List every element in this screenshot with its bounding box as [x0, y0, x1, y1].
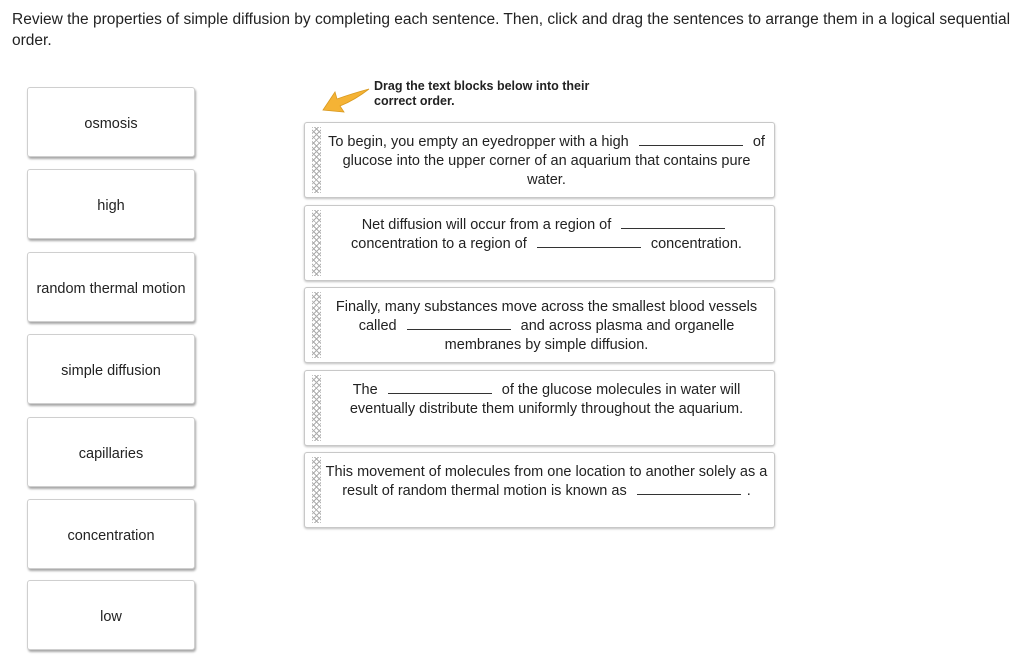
word-tile-concentration[interactable]: concentration: [27, 499, 195, 569]
word-tile-low[interactable]: low: [27, 580, 195, 650]
sentence-block-1[interactable]: [304, 122, 775, 198]
arrow-icon: [322, 86, 370, 116]
blank-drop-zone[interactable]: [388, 381, 492, 394]
blank-drop-zone[interactable]: [639, 133, 743, 146]
word-tile-high[interactable]: high: [27, 169, 195, 239]
word-tile-simple-diffusion[interactable]: simple diffusion: [27, 334, 195, 404]
word-tile-osmosis[interactable]: osmosis: [27, 87, 195, 157]
sentence-text: The of the glucose molecules in water will eventually distribute them uniformly throughout the aquarium.: [349, 382, 744, 417]
instructions-text: Review the properties of simple diffusion by completing each sentence. Then, click and drag the sentences to arrange them in a logical sequential order.: [12, 11, 1011, 49]
blank-drop-zone[interactable]: [537, 235, 641, 248]
blank-drop-zone[interactable]: [637, 482, 741, 495]
drag-handle-icon[interactable]: [312, 292, 321, 358]
sentence-block-3[interactable]: [304, 287, 775, 363]
sentence-block-5[interactable]: [304, 452, 775, 528]
drag-handle-icon[interactable]: [312, 457, 321, 523]
sentence-block-2[interactable]: [304, 205, 775, 281]
sentence-text: Finally, many substances move across the smallest blood vessels called and across plasma and organelle membranes by simple diffusion.: [335, 299, 758, 353]
hint-text: Drag the text blocks below into their correct order.: [374, 79, 590, 108]
drag-handle-icon[interactable]: [312, 127, 321, 193]
word-tile-random-thermal-motion[interactable]: random thermal motion: [27, 252, 195, 322]
sentence-block-4[interactable]: [304, 370, 775, 446]
drag-handle-icon[interactable]: [312, 375, 321, 441]
word-tile-capillaries[interactable]: capillaries: [27, 417, 195, 487]
sentence-text: Net diffusion will occur from a region of concentration to a region of concentration.: [351, 217, 742, 252]
blank-drop-zone[interactable]: [621, 216, 725, 229]
drag-handle-icon[interactable]: [312, 210, 321, 276]
sentence-text: To begin, you empty an eyedropper with a high of glucose into the upper corner of an aquarium that contains pure water.: [328, 134, 765, 188]
blank-drop-zone[interactable]: [407, 317, 511, 330]
sentence-text: This movement of molecules from one location to another solely as a result of random thermal motion is known as .: [325, 464, 768, 499]
